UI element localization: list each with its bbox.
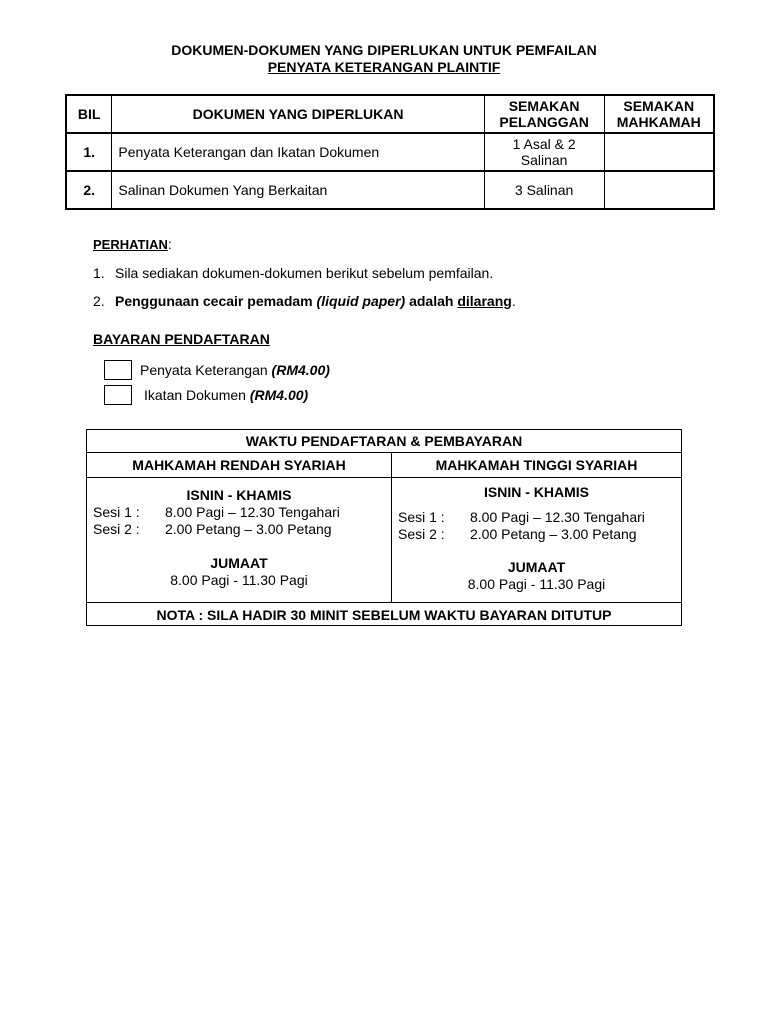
note-item-1 xyxy=(93,264,713,282)
perhatian-colon: : xyxy=(167,236,172,252)
sesi-time: 2.00 Petang – 3.00 Petang xyxy=(470,526,637,542)
title-line-2: PENYATA KETERANGAN PLAINTIF xyxy=(267,59,501,75)
note-text-bold: adalah xyxy=(409,293,454,309)
note-text-italic: (liquid paper) xyxy=(316,293,406,309)
bayaran-heading: BAYARAN PENDAFTARAN xyxy=(93,331,270,347)
schedule-table xyxy=(86,429,682,626)
fee-amount: (RM4.00) xyxy=(271,362,330,378)
header-semakan-pelanggan xyxy=(484,95,604,133)
sesi-2 xyxy=(398,526,637,542)
perhatian-section xyxy=(93,236,713,310)
days-label: ISNIN - KHAMIS xyxy=(186,487,292,503)
header-semakan-mahkamah-line1: SEMAKAN xyxy=(623,98,695,114)
jumaat-label: JUMAAT xyxy=(507,559,566,575)
sesi-label: Sesi 2 : xyxy=(398,526,445,542)
schedule-body xyxy=(87,478,681,603)
fee-item-penyata[interactable] xyxy=(104,360,330,380)
fee-checkbox[interactable] xyxy=(104,385,132,405)
row-dokumen: Salinan Dokumen Yang Berkaitan xyxy=(112,171,484,209)
schedule-column-headers xyxy=(87,453,681,478)
document-title xyxy=(0,42,768,76)
row-semakan-pelanggan-line1: 1 Asal & 2 xyxy=(512,136,576,152)
note-text-period: . xyxy=(511,293,516,309)
title-line-1: DOKUMEN-DOKUMEN YANG DIPERLUKAN UNTUK PEMFAILAN xyxy=(171,42,597,58)
fee-amount: (RM4.00) xyxy=(249,387,309,403)
header-bil: BIL xyxy=(66,95,112,133)
sesi-time: 8.00 Pagi – 12.30 Tengahari xyxy=(165,504,340,520)
documents-table xyxy=(65,94,715,210)
sesi-time: 8.00 Pagi – 12.30 Tengahari xyxy=(470,509,645,525)
jumaat-time: 8.00 Pagi - 11.30 Pagi xyxy=(170,572,308,588)
fee-label: Penyata Keterangan xyxy=(140,362,268,378)
schedule-rendah xyxy=(87,478,392,602)
sesi-label: Sesi 1 : xyxy=(398,509,445,525)
row-bil: 1. xyxy=(66,133,112,171)
fee-checkbox[interactable] xyxy=(104,360,132,380)
note-number: 2. xyxy=(93,293,105,309)
schedule-tinggi xyxy=(392,478,681,602)
col-header-tinggi: MAHKAMAH TINGGI SYARIAH xyxy=(435,457,638,473)
header-semakan-mahkamah-line2: MAHKAMAH xyxy=(616,114,701,130)
sesi-1 xyxy=(398,509,645,525)
header-dokumen: DOKUMEN YANG DIPERLUKAN xyxy=(112,95,484,133)
days-label: ISNIN - KHAMIS xyxy=(484,484,589,500)
table-row xyxy=(66,133,714,171)
row-semakan-mahkamah xyxy=(604,171,714,209)
perhatian-heading xyxy=(93,236,713,252)
table-header-row xyxy=(66,95,714,133)
sesi-label: Sesi 2 : xyxy=(93,521,140,537)
sesi-label: Sesi 1 : xyxy=(93,504,140,520)
header-semakan-pelanggan-line2: PELANGGAN xyxy=(499,114,589,130)
header-semakan-pelanggan-line1: SEMAKAN xyxy=(508,98,580,114)
note-text-dilarang: dilarang xyxy=(457,293,512,309)
sesi-1 xyxy=(93,504,340,520)
row-semakan-pelanggan-line2: Salinan xyxy=(520,152,568,168)
table-row xyxy=(66,171,714,209)
sesi-2 xyxy=(93,521,332,537)
row-semakan-pelanggan: 3 Salinan xyxy=(484,171,604,209)
schedule-title: WAKTU PENDAFTARAN & PEMBAYARAN xyxy=(87,430,681,453)
jumaat-label: JUMAAT xyxy=(210,555,268,571)
jumaat-time: 8.00 Pagi - 11.30 Pagi xyxy=(467,576,606,592)
row-bil: 2. xyxy=(66,171,112,209)
fee-item-ikatan[interactable] xyxy=(104,385,308,405)
note-text: Sila sediakan dokumen-dokumen berikut sebelum pemfailan. xyxy=(115,265,494,281)
header-semakan-mahkamah xyxy=(604,95,714,133)
sesi-time: 2.00 Petang – 3.00 Petang xyxy=(165,521,332,537)
row-dokumen: Penyata Keterangan dan Ikatan Dokumen xyxy=(112,133,484,171)
schedule-nota: NOTA : SILA HADIR 30 MINIT SEBELUM WAKTU BAYARAN DITUTUP xyxy=(156,607,612,623)
row-semakan-pelanggan xyxy=(484,133,604,171)
note-item-2 xyxy=(93,292,713,310)
row-semakan-mahkamah xyxy=(604,133,714,171)
perhatian-label: PERHATIAN xyxy=(93,237,168,252)
col-header-rendah: MAHKAMAH RENDAH SYARIAH xyxy=(87,453,392,477)
note-text-bold: Penggunaan cecair pemadam xyxy=(115,293,313,309)
note-number: 1. xyxy=(93,265,105,281)
fee-label: Ikatan Dokumen xyxy=(144,387,246,403)
